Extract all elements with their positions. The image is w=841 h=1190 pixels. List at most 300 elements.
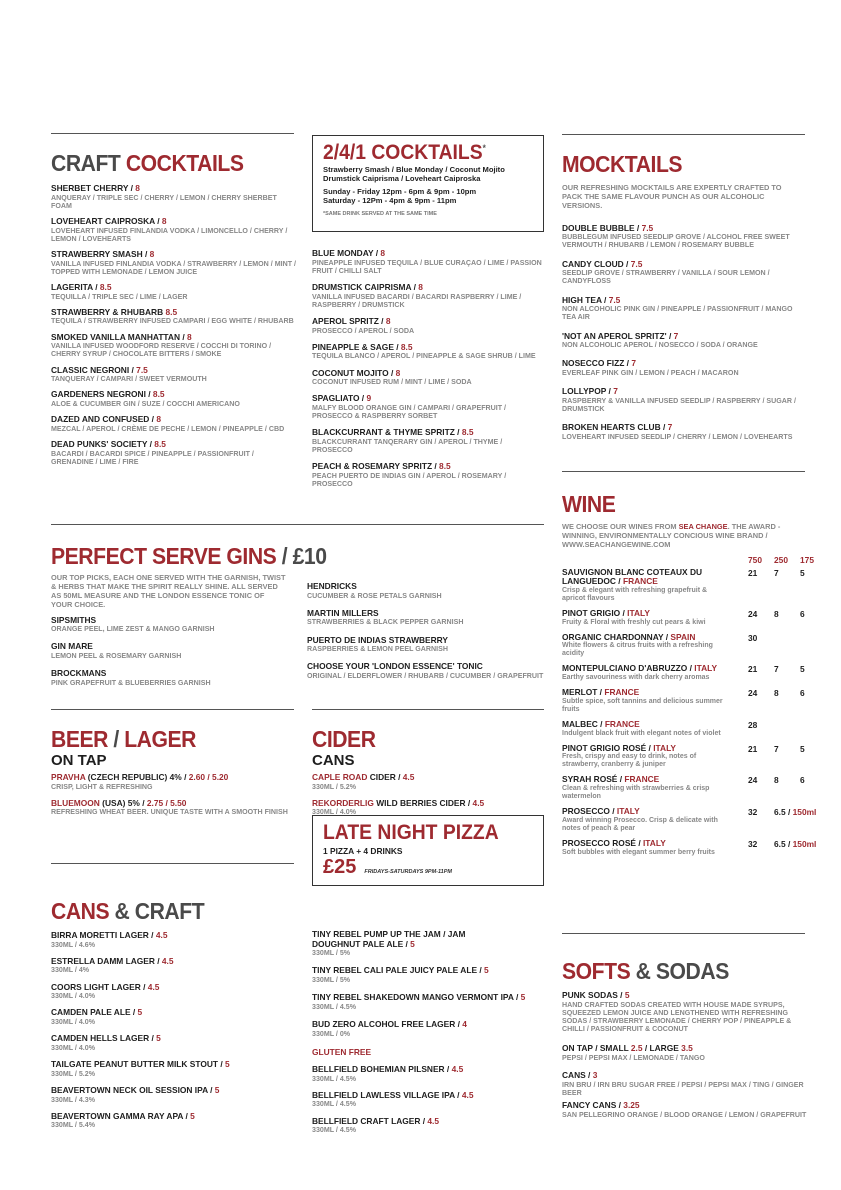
mocktail-item [562, 387, 807, 413]
deal-note: *SAME DRINK SERVED AT THE SAME TIME [323, 210, 437, 217]
can-item [51, 957, 296, 975]
cocktail-item [51, 217, 296, 243]
item-name: APEROL SPRITZ / 8 [312, 315, 391, 326]
item-price: 4.5 [461, 1089, 474, 1100]
item-name: BROKEN HEARTS CLUB / 7 [562, 422, 673, 433]
soft-drink-item [562, 1101, 810, 1119]
item-price: 9 [366, 393, 372, 404]
item-price: 5 [225, 1059, 230, 1070]
item-description: 330ML / 5% [312, 976, 351, 985]
item-description: 330ML / 4.5% [312, 1126, 357, 1135]
can-item [51, 1008, 296, 1026]
item-price: 8.5 [461, 427, 474, 438]
mocktail-item [562, 260, 807, 286]
price-750: 21 [748, 743, 758, 754]
gins-title: PERFECT SERVE GINS / £10 [51, 543, 327, 569]
wine-item [562, 807, 822, 833]
price-750: 28 [748, 719, 758, 730]
item-price: 4.5 [155, 930, 168, 940]
item-description: SAN PELLEGRINO ORANGE / BLOOD ORANGE / LEMON / GRAPEFRUIT [562, 1110, 807, 1119]
mocktails-intro: OUR REFRESHING MOCKTAILS ARE EXPERTLY CRAFTED TO PACK THE SAME FLAVOUR PUNCH AS OUR ALCOHOLIC VERSIONS. [562, 183, 782, 210]
item-price: 8.5 [165, 306, 178, 317]
item-description: BLACKCURRANT TANQERARY GIN / APEROL / THYME / PROSECCO [312, 438, 503, 455]
price-750: 24 [748, 775, 758, 786]
wine-item [562, 775, 822, 801]
cocktail-item [312, 283, 544, 309]
item-description: NON ALCOHOLIC APEROL / NOSECCO / SODA / ORANGE [562, 341, 758, 350]
wine-title: WINE [562, 491, 616, 517]
item-price: 5 [137, 1007, 143, 1018]
item-description: 330ML / 4.5% [312, 1100, 357, 1109]
item-name: DOUBLE BUBBLE / 7.5 [562, 222, 654, 233]
beer-title: BEER / LAGER [51, 726, 196, 752]
size-175: 175 [800, 554, 814, 565]
gluten-free-item [312, 1117, 544, 1135]
item-price: 5 [214, 1084, 220, 1095]
item-price: 8 [187, 331, 192, 342]
mocktail-item [562, 224, 807, 250]
wine-description: Soft bubbles with elegant summer berry fruits [562, 848, 715, 856]
cocktail-item [51, 415, 296, 433]
item-name: SHERBET CHERRY / 8 [51, 183, 140, 193]
item-name: MARTIN MILLERS [307, 607, 379, 618]
item-price: 4.5 [427, 1115, 440, 1126]
mocktails-title: MOCKTAILS [562, 151, 683, 177]
item-description: ORANGE PEEL, LIME ZEST & MANGO GARNISH [51, 625, 215, 634]
gin-item [51, 616, 286, 634]
gin-item [307, 582, 547, 600]
item-price: 4.5 [161, 955, 174, 966]
gin-item [307, 636, 547, 654]
item-description: 330ML / 4% [51, 966, 90, 975]
item-price: 7 [667, 422, 673, 433]
item-price: 7.5 [641, 222, 654, 233]
item-description: COCONUT INFUSED RUM / MINT / LIME / SODA [312, 378, 472, 387]
can-item [51, 1112, 296, 1130]
item-name: SIPSMITHS [51, 614, 97, 625]
item-name: HIGH TEA / 7.5 [562, 294, 621, 305]
item-name: BLUE MONDAY / 8 [312, 248, 386, 258]
wine-item [562, 664, 822, 682]
mocktail-item [562, 359, 807, 377]
price-175: 6 [800, 775, 805, 786]
item-price: 5 [190, 1110, 195, 1121]
item-description: ORIGINAL / ELDERFLOWER / RHUBARB / CUCUMBER / GRAPEFRUIT [307, 672, 544, 681]
item-price: 8 [156, 414, 161, 425]
item-description: REFRESHING WHEAT BEER. UNIQUE TASTE WITH A SMOOTH FINISH [51, 808, 288, 817]
item-name: PINEAPPLE & SAGE / 8.5 [312, 341, 413, 352]
cans2-section [312, 930, 544, 1142]
item-name: DAZED AND CONFUSED / 8 [51, 414, 161, 425]
price-175: 5 [800, 567, 805, 578]
wine-name: MONTEPULCIANO D'ABRUZZO / ITALY [562, 663, 718, 674]
item-description: PEPSI / PEPSI MAX / LEMONADE / TANGO [562, 1053, 705, 1062]
cocktail-item [51, 440, 296, 466]
item-price: 5 [484, 965, 489, 976]
mocktail-item [562, 423, 807, 441]
item-name: CAMDEN PALE ALE / 5 [51, 1007, 143, 1018]
item-name: LOLLYPOP / 7 [562, 386, 618, 397]
wine-name: PROSECCO / ITALY [562, 806, 640, 817]
cocktail-item [51, 250, 296, 276]
cocktail-item [312, 394, 544, 420]
size-750: 750 [748, 554, 762, 565]
item-name: LOVEHEART CAIPROSKA / 8 [51, 215, 167, 226]
cans-section [51, 900, 296, 1138]
price-175: 6 [800, 609, 805, 620]
deal-times: Saturday - 12Pm - 4pm & 9pm - 11pm [323, 196, 457, 206]
item-description: NON ALCOHOLIC PINK GIN / PINEAPPLE / PASSIONFRUIT / MANGO TEA AIR [562, 305, 793, 322]
item-name: LAGERITA / 8.5 [51, 281, 112, 292]
item-description: TANQUERAY / CAMPARI / SWEET VERMOUTH [51, 375, 207, 384]
item-description: 330ML / 5.2% [51, 1069, 96, 1078]
pizza-note: FRIDAYS-SATURDAYS 9PM-11PM [364, 868, 452, 875]
item-name: COCONUT MOJITO / 8 [312, 367, 401, 378]
wine-intro: WE CHOOSE OUR WINES FROM SEA CHANGE. THE AWARD -WINNING, ENVIRONMENTALLY CONCIOUS WINE BRAND / WWW.SEACHANGEWINE.COM [562, 522, 781, 549]
item-price: 3.25 [623, 1100, 640, 1111]
wine-description: Award winning Prosecco. Crisp & delicate with notes of peach & pear [562, 816, 718, 832]
item-price: 7.5 [136, 364, 148, 375]
cider-section [312, 728, 544, 825]
wine-item [562, 720, 822, 738]
item-description: 330ML / 4.5% [312, 1074, 357, 1083]
cocktail-item [51, 308, 296, 326]
item-price: 7 [631, 358, 636, 369]
craft-cocktails-section [51, 152, 296, 473]
gluten-free-label: GLUTEN FREE [312, 1046, 372, 1057]
item-description: 330ML / 4.0% [51, 1018, 96, 1027]
wine-description: Earthy savouriness with dark cherry aromas [562, 674, 710, 682]
item-name: CAMDEN HELLS LAGER / 5 [51, 1033, 161, 1044]
item-name: BROCKMANS [51, 668, 107, 679]
item-description: TEQUILLA / TRIPLE SEC / LIME / LAGER [51, 292, 188, 301]
deal-line: Drumstick Caiprisma / Loveheart Caiproska [323, 173, 481, 183]
wine-item [562, 633, 822, 659]
price-250: 7 [774, 664, 779, 675]
item-name: BELLFIELD LAWLESS VILLAGE IPA / 4.5 [312, 1089, 474, 1100]
price-750: 32 [748, 838, 758, 849]
wine-description: White flowers & citrus fruits with a refreshing acidity [562, 642, 713, 658]
price-150: 6.5 / 150ml [774, 807, 817, 818]
item-name: BIRRA MORETTI LAGER / 4.5 [51, 930, 168, 940]
item-description: TEQUILA BLANCO / APEROL / PINEAPPLE & SAGE SHRUB / LIME [312, 352, 536, 361]
item-name: TINY REBEL PUMP UP THE JAM / JAM DOUGHNUT PALE ALE / 5 [312, 929, 466, 949]
divider [562, 134, 805, 135]
item-name: HENDRICKS [307, 581, 357, 591]
item-description: 330ML / 4.3% [51, 1095, 96, 1104]
item-name: 'NOT AN APEROL SPRITZ' / 7 [562, 330, 679, 341]
item-name: STRAWBERRY SMASH / 8 [51, 248, 155, 259]
softs-section [562, 960, 810, 1123]
price-175: 5 [800, 664, 805, 675]
can-item [51, 1086, 296, 1104]
item-name: SMOKED VANILLA MANHATTAN / 8 [51, 331, 192, 342]
cocktail-item [312, 317, 544, 335]
divider [51, 863, 294, 864]
divider [51, 133, 294, 134]
price-250: 8 [774, 609, 779, 620]
mocktail-item [562, 332, 807, 350]
wine-description: Clean & refreshing with strawberries & crisp watermelon [562, 785, 710, 801]
price-750: 30 [748, 632, 758, 643]
pizza-price: £25 [323, 855, 357, 878]
item-name: BEAVERTOWN NECK OIL SESSION IPA / 5 [51, 1084, 220, 1095]
item-price: 8.5 [152, 389, 165, 400]
item-description: STRAWBERRIES & BLACK PEPPER GARNISH [307, 618, 464, 627]
gin-item [307, 662, 547, 680]
can-item [51, 983, 296, 1001]
item-description: 330ML / 4.0% [51, 992, 96, 1001]
item-description: VANILLA INFUSED WOODFORD RESERVE / COCCHI DI TORINO / CHERRY SYRUP / CHOCOLATE BITTERS / SMOKE [51, 342, 272, 359]
item-description: 330ML / 5.2% [312, 782, 357, 791]
item-description: BUBBLEGUM INFUSED SEEDLIP GROVE / ALCOHOL FREE SWEET VERMOUTH / RHUBARB / LEMON / ROSEMARY BUBBLE [562, 233, 790, 250]
wine-name: PROSECCO ROSÉ / ITALY [562, 837, 666, 848]
item-name: TAILGATE PEANUT BUTTER MILK STOUT / 5 [51, 1059, 230, 1070]
item-price: 8.5 [154, 438, 166, 449]
item-price: 3 [592, 1070, 598, 1081]
size-250: 250 [774, 554, 788, 565]
can-item [51, 1034, 296, 1052]
divider [562, 471, 805, 472]
beer-item [51, 773, 291, 791]
item-name: BEAVERTOWN GAMMA RAY APA / 5 [51, 1110, 195, 1121]
item-name: BUD ZERO ALCOHOL FREE LAGER / 4 [312, 1019, 467, 1030]
price-175: 5 [800, 743, 805, 754]
soft-drink-item [562, 991, 810, 1033]
cocktail-item [312, 369, 544, 387]
item-price: 2.5 [630, 1043, 643, 1054]
item-name: PEACH & ROSEMARY SPRITZ / 8.5 [312, 461, 451, 472]
item-name: BELLFIELD CRAFT LAGER / 4.5 [312, 1115, 440, 1126]
cider-subtitle: CANS [312, 752, 355, 769]
item-name: CANS / 3 [562, 1070, 598, 1081]
wine-item [562, 609, 822, 627]
item-price: 8 [385, 315, 391, 326]
item-description: SEEDLIP GROVE / STRAWBERRY / VANILLA / SOUR LEMON / CANDYFLOSS [562, 269, 770, 286]
gluten-free-item [312, 1091, 544, 1109]
cocktail-item [312, 428, 544, 454]
item-name: COORS LIGHT LAGER / 4.5 [51, 981, 160, 992]
item-description: 330ML / 5% [312, 949, 351, 958]
item-name: TINY REBEL SHAKEDOWN MANGO VERMONT IPA / 5 [312, 992, 526, 1003]
price-175: 6 [800, 688, 805, 699]
item-description: 330ML / 4.0% [312, 808, 357, 817]
item-price: 5 [520, 992, 526, 1003]
item-description: ALOE & CUCUMBER GIN / SUZE / COCCHI AMERICANO [51, 399, 240, 408]
cocktail-item [51, 366, 296, 384]
gin-item [51, 642, 286, 660]
item-name: CLASSIC NEGRONI / 7.5 [51, 364, 148, 375]
item-description: VANILLA INFUSED BACARDI / BACARDI RASPBERRY / LIME / RASPBERRY / DRUMSTICK [312, 292, 522, 309]
wine-description: Subtle spice, soft tannins and delicious summer fruits [562, 697, 723, 713]
wine-name: PINOT GRIGIO ROSÉ / ITALY [562, 742, 677, 753]
item-description: 330ML / 0% [312, 1029, 351, 1038]
softs-title: SOFTS & SODAS [562, 958, 729, 984]
item-price: 8 [395, 367, 401, 378]
gluten-free-item [312, 1065, 544, 1083]
price-250: 7 [774, 743, 779, 754]
item-description: 330ML / 4.6% [51, 940, 96, 949]
price-750: 24 [748, 609, 758, 620]
cocktail-item [51, 390, 296, 408]
can-item [312, 930, 544, 957]
item-description: EVERLEAF PINK GIN / LEMON / PEACH / MACARON [562, 369, 739, 377]
item-description: MALFY BLOOD ORANGE GIN / CAMPARI / GRAPEFRUIT / PROSECCO & RASPBERRY SORBET [312, 404, 507, 421]
can-item [312, 1020, 544, 1038]
item-price: 4.5 [147, 981, 160, 992]
item-name: DRUMSTICK CAIPRISMA / 8 [312, 281, 423, 292]
deal-line: Strawberry Smash / Blue Monday / Coconut Mojito [323, 165, 505, 174]
item-name: CHOOSE YOUR 'LONDON ESSENCE' TONIC [307, 661, 483, 672]
wine-description: Crisp & elegant with refreshing grapefruit & apricot flavours [562, 586, 708, 602]
item-price: 7.5 [630, 258, 643, 269]
cocktail-item [51, 184, 296, 210]
gins-right [307, 582, 547, 689]
cocktail-item [51, 333, 296, 359]
item-price: 8 [135, 183, 140, 193]
item-name: ON TAP / SMALL 2.5 / LARGE 3.5 [562, 1043, 693, 1054]
price-750: 32 [748, 807, 758, 818]
item-name: ESTRELLA DAMM LAGER / 4.5 [51, 955, 174, 966]
wine-item [562, 744, 822, 770]
item-description: RASPBERRY & VANILLA INFUSED SEEDLIP / RASPBERRY / SUGAR / DRUMSTICK [562, 396, 796, 413]
cocktail-item [312, 249, 544, 275]
item-description: PINEAPPLE INFUSED TEQUILA / BLUE CURAÇAO / LIME / PASSION FRUIT / CHILLI SALT [312, 258, 542, 275]
price-750: 24 [748, 688, 758, 699]
price-750: 21 [748, 567, 758, 578]
item-price: 8.5 [99, 281, 112, 292]
price-250: 8 [774, 775, 779, 786]
cocktail-item [312, 462, 544, 488]
item-description: IRN BRU / IRN BRU SUGAR FREE / PEPSI / PEPSI MAX / TING / GINGER BEER [562, 1080, 804, 1097]
price-250: 8 [774, 688, 779, 699]
wine-name: MERLOT / FRANCE [562, 687, 640, 698]
wine-name: MALBEC / FRANCE [562, 718, 640, 729]
item-name: GIN MARE [51, 641, 93, 652]
middle-cocktails-section [312, 249, 544, 496]
gin-item [51, 669, 286, 687]
deal-times: Sunday - Friday 12pm - 6pm & 9pm - 10pm [323, 187, 477, 197]
can-item [51, 1060, 296, 1078]
item-name: BELLFIELD BOHEMIAN PILSNER / 4.5 [312, 1063, 464, 1074]
wine-description: Fresh, crispy and easy to drink, notes of strawberry, cranberry & juniper [562, 753, 697, 769]
can-item [51, 931, 296, 949]
item-description: 330ML / 5.4% [51, 1121, 96, 1130]
cocktail-item [51, 283, 296, 301]
mocktails-section [562, 153, 807, 451]
item-price: 4.5 [451, 1063, 464, 1074]
item-description: 330ML / 4.5% [312, 1002, 357, 1011]
item-name: PUNK SODAS / 5 [562, 990, 630, 1000]
item-name: NOSECCO FIZZ / 7 [562, 358, 636, 369]
item-description: HAND CRAFTED SODAS CREATED WITH HOUSE MADE SYRUPS, SQUEEZED LEMON JUICE AND LENGTHENED WITH REFRESHING SODAS / STRAWBERRY LEMONADE / CHERRY POP / PINEAPPLE & CHILLI / PASSIONFRUIT & COCONUT [562, 1000, 792, 1034]
pizza-title: LATE NIGHT PIZZA [323, 821, 499, 844]
item-description: PINK GRAPEFRUIT & BLUEBERRIES GARNISH [51, 678, 211, 687]
item-description: RASPBERRIES & LEMON PEEL GARNISH [307, 645, 448, 654]
divider [562, 933, 805, 934]
wine-description: Indulgent black fruit with elegant notes of violet [562, 729, 721, 737]
wine-description: Fruity & Floral with freshly cut pears & kiwi [562, 618, 706, 626]
beer-item [51, 799, 291, 817]
item-name: CANDY CLOUD / 7.5 [562, 258, 643, 269]
price-750: 21 [748, 664, 758, 675]
item-name: PRAVHA (CZECH REPUBLIC) 4% / 2.60 / 5.20 [51, 772, 229, 782]
item-price: 8.5 [439, 461, 451, 472]
item-price: 7.5 [608, 294, 621, 305]
item-price: 8.5 [400, 341, 413, 352]
item-description: 330ML / 4.0% [51, 1043, 96, 1052]
divider [312, 709, 544, 710]
item-description: CRISP, LIGHT & REFRESHING [51, 782, 153, 791]
item-description: MEZCAL / APEROL / CRÈME DE PECHE / LEMON / PINEAPPLE / CBD [51, 424, 285, 433]
pizza-box [312, 815, 544, 886]
soft-drink-item [562, 1044, 810, 1062]
gins-left [51, 574, 286, 696]
gin-item [307, 609, 547, 627]
item-price: 4 [462, 1019, 467, 1030]
wine-name: ORGANIC CHARDONNAY / SPAIN [562, 631, 696, 642]
item-price: 5 [156, 1033, 161, 1044]
cider-item [312, 799, 544, 817]
two-for-one-title: 2/4/1 COCKTAILS* [323, 141, 486, 164]
item-description: PROSECCO / APEROL / SODA [312, 326, 415, 335]
item-price: 7 [673, 330, 679, 341]
soft-drink-item [562, 1071, 810, 1097]
item-description: LOVEHEART INFUSED SEEDLIP / CHERRY / LEMON / LOVEHEARTS [562, 432, 793, 441]
cider-item [312, 773, 544, 791]
cider-title: CIDER [312, 726, 376, 752]
item-description: CUCUMBER & ROSE PETALS GARNISH [307, 591, 442, 600]
wine-item [562, 688, 822, 714]
item-description: LEMON PEEL & ROSEMARY GARNISH [51, 651, 182, 660]
item-description: LOVEHEART INFUSED FINLANDIA VODKA / LIMONCELLO / CHERRY / LEMON / LOVEHEARTS [51, 226, 288, 243]
item-description: BACARDI / BACARDI SPICE / PINEAPPLE / PASSIONFRUIT / GRENADINE / LIME / FIRE [51, 449, 254, 466]
item-price: 5 [410, 938, 415, 949]
craft-cocktails-title: CRAFT COCKTAILS [51, 150, 244, 176]
item-description: VANILLA INFUSED FINLANDIA VODKA / STRAWBERRY / LEMON / MINT / TOPPED WITH LEMONADE / LEMON JUICE [51, 259, 296, 276]
item-name: PUERTO DE INDIAS STRAWBERRY [307, 634, 448, 645]
beer-subtitle: ON TAP [51, 752, 107, 769]
item-name: REKORDERLIG WILD BERRIES CIDER / 4.5 [312, 797, 485, 808]
mocktail-item [562, 296, 807, 322]
can-item [312, 966, 544, 984]
two-for-one-box [312, 135, 544, 232]
cocktail-item [312, 343, 544, 361]
item-price: 8 [418, 281, 423, 292]
item-name: DEAD PUNKS' SOCIETY / 8.5 [51, 438, 166, 449]
item-name: SPAGLIATO / 9 [312, 393, 372, 404]
item-price: 8 [149, 248, 155, 259]
item-description: ANQUERAY / TRIPLE SEC / CHERRY / LEMON / CHERRY SHERBET FOAM [51, 193, 277, 210]
item-name: TINY REBEL CALI PALE JUICY PALE ALE / 5 [312, 965, 489, 976]
wine-item [562, 839, 822, 857]
wine-name: SAUVIGNON BLANC COTEAUX DU LANGUEDOC / FRANCE [562, 566, 703, 587]
cans-title: CANS & CRAFT [51, 898, 205, 924]
wine-item [562, 568, 822, 603]
can-item [312, 993, 544, 1011]
gins-intro: OUR TOP PICKS, EACH ONE SERVED WITH THE GARNISH, TWIST & HERBS THAT MAKE THE SPIRIT REALLY SHINE. ALL SERVED AS 50ML MEASURE AND THE LONDON ESSENCE TONIC OF YOUR CHOICE. [51, 573, 286, 609]
divider [51, 709, 294, 710]
item-price: 7 [613, 386, 618, 397]
pizza-line: 1 PIZZA + 4 DRINKS [323, 846, 403, 856]
item-price: 8 [161, 215, 167, 226]
wine-section [562, 493, 822, 863]
divider [51, 524, 544, 525]
wine-name: SYRAH ROSÉ / FRANCE [562, 774, 660, 785]
item-name: STRAWBERRY & RHUBARB 8.5 [51, 306, 178, 317]
item-name: GARDENERS NEGRONI / 8.5 [51, 389, 165, 400]
item-price: 5 [624, 990, 630, 1000]
